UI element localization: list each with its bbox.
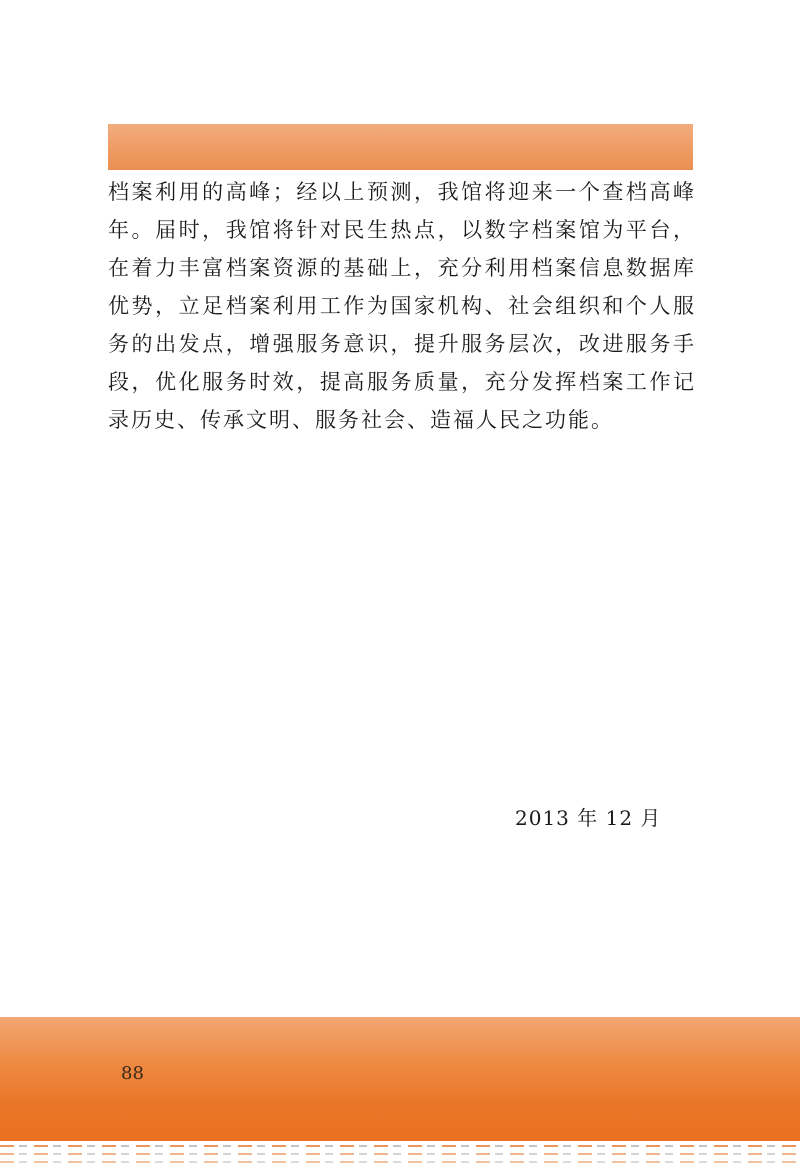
scan-line	[0, 1161, 800, 1163]
body-paragraph: 档案利用的高峰；经以上预测，我馆将迎来一个查档高峰年。届时，我馆将针对民生热点，以数字档案馆为平台，在着力丰富档案资源的基础上，充分利用档案信息数据库优势，立足档案利用工作为国家机构、社会组织和个人服务的出发点，增强服务意识，提升服务层次，改进服务手段，优化服务时效，提高服务质量，充分发挥档案工作记录历史、传承文明、服务社会、造福人民之功能。	[108, 180, 696, 432]
scan-line	[0, 1153, 800, 1155]
scan-artifact-strip	[0, 1141, 800, 1175]
scan-line	[0, 1145, 800, 1147]
header-band	[108, 124, 693, 170]
page-number: 88	[121, 1063, 144, 1084]
date-line: 2013 年 12 月	[515, 806, 662, 830]
footer-band	[0, 1017, 800, 1141]
